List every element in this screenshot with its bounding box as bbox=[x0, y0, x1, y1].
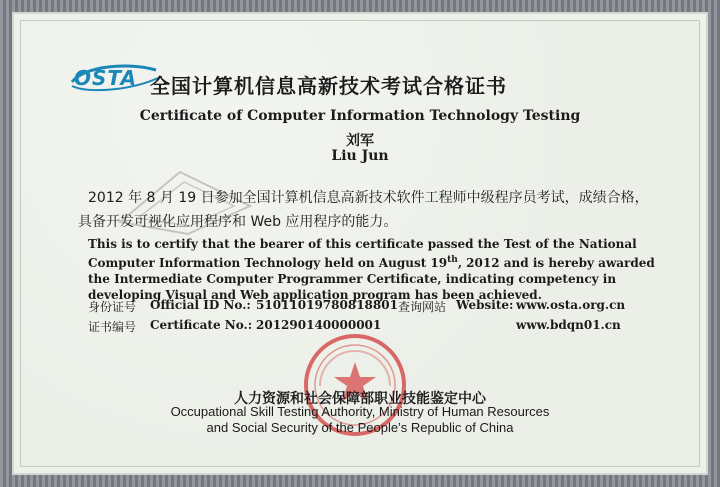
body-en-part1: This is to certify that the bearer of this certificate passed the Test of the National Computer Information Technology held on August 19 bbox=[88, 237, 637, 270]
recipient-name-en: Liu Jun bbox=[331, 148, 389, 164]
certificate-body-cn bbox=[78, 186, 674, 234]
certificate-body-en bbox=[88, 236, 674, 303]
body-en-superscript: th bbox=[447, 255, 458, 265]
issuer-name-en-line1: Occupational Skill Testing Authority, Ministry of Human Resources bbox=[170, 404, 550, 419]
official-id-value: 51011019780818801 bbox=[256, 298, 398, 312]
certificate-number-label-en: Certificate No.: bbox=[150, 318, 253, 332]
recipient-name-cn: 刘军 bbox=[346, 133, 374, 149]
website-url-2: www.bdqn01.cn bbox=[516, 318, 621, 332]
website-label-en: Website: bbox=[456, 298, 514, 312]
website-url-1: www.osta.org.cn bbox=[516, 298, 626, 312]
certificate-title-en: Certificate of Computer Information Technology Testing bbox=[139, 108, 581, 124]
body-cn-line1: 2012 年 8 月 19 日参加全国计算机信息高新技术软件工程师中级程序员考试，成绩合格， bbox=[88, 190, 649, 206]
logo-text: OSTA bbox=[74, 66, 137, 90]
body-en-part2: , 2012 and is hereby awarded the Intermediate Computer Programmer Certificate, indicating competency in developing Visual and Web application program has been achieved. bbox=[88, 256, 655, 302]
official-id-label-cn: 身份证号 bbox=[88, 300, 137, 314]
certificate-number-label-cn: 证书编号 bbox=[88, 320, 137, 334]
official-id-label-en: Official ID No.: bbox=[150, 298, 251, 312]
issuer-name-cn: 人力资源和社会保障部职业技能鉴定中心 bbox=[234, 391, 486, 407]
certificate-number-value: 201290140000001 bbox=[256, 318, 382, 332]
website-label-cn: 查询网站 bbox=[398, 300, 447, 314]
issuer-name-en-line2: and Social Security of the People’s Republic of China bbox=[206, 420, 514, 435]
certificate-title-cn: 全国计算机信息高新技术考试合格证书 bbox=[150, 74, 507, 98]
body-cn-line2: 具备开发可视化应用程序和 Web 应用程序的能力。 bbox=[78, 214, 398, 230]
